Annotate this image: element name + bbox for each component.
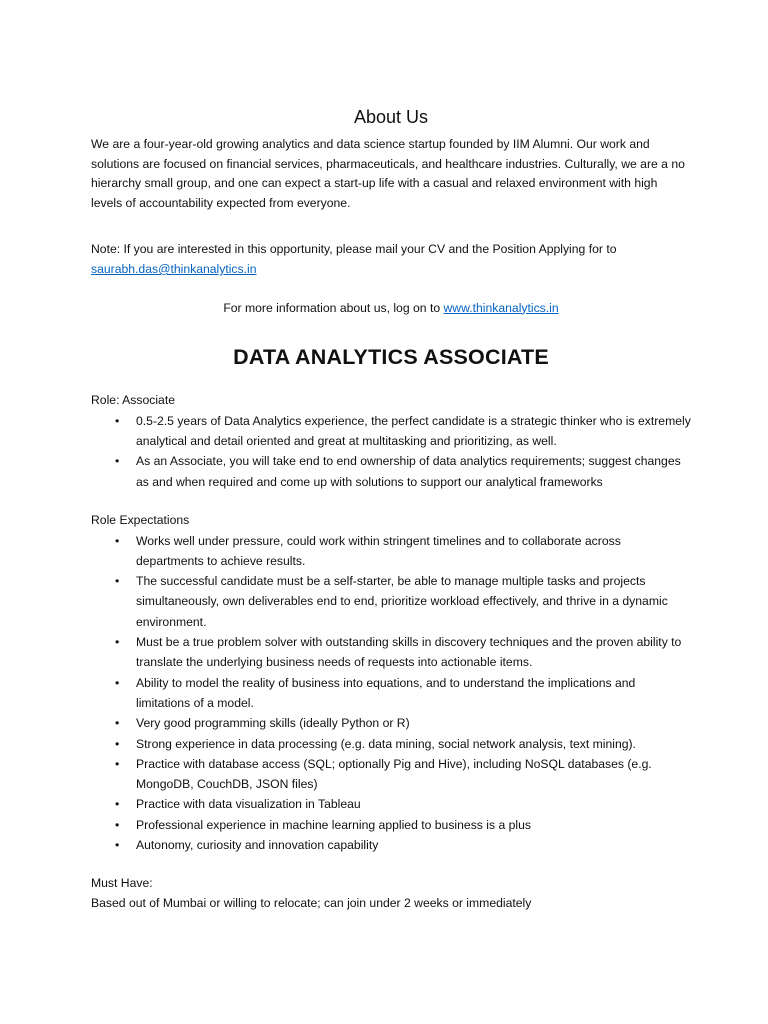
list-item: • Practice with database access (SQL; optionally Pig and Hive), including NoSQL databases (e.g. MongoDB, CouchDB, JSON files) <box>91 754 691 795</box>
about-us-paragraph: We are a four-year-old growing analytics and data science startup founded by IIM Alumni. Our work and solutions are focused on financial services, pharmaceuticals, and healthcare industries. Culturally, we are a no hierarchy small group, and one can expect a start-up life with a casual and relaxed environment with high levels of accountability expected from everyone. <box>91 137 685 210</box>
bullet-icon: • <box>115 574 120 589</box>
list-item: • Very good programming skills (ideally Python or R) <box>91 713 691 733</box>
list-item: • 0.5-2.5 years of Data Analytics experience, the perfect candidate is a strategic thinker who is extremely analytical and detail oriented and great at multitasking and prioritizing, as well. <box>91 411 691 452</box>
list-item: • Professional experience in machine learning applied to business is a plus <box>91 815 691 835</box>
spacer <box>91 492 691 511</box>
expectations-list <box>91 531 691 856</box>
about-us-heading: About Us <box>353 107 429 127</box>
list-item: • The successful candidate must be a self-starter, be able to manage multiple tasks and projects simultaneously, own deliverables end to end, prioritize workload effectively, and thrive in a dynamic environment. <box>91 571 691 632</box>
must-have-label: Must Have: <box>91 876 153 891</box>
spacer <box>91 855 691 874</box>
bullet-icon: • <box>115 454 120 469</box>
list-item: • Practice with data visualization in Tableau <box>91 794 691 814</box>
list-item: • Ability to model the reality of business into equations, and to understand the implications and limitations of a model. <box>91 673 691 714</box>
spacer <box>91 280 691 299</box>
list-item: • Must be a true problem solver with outstanding skills in discovery techniques and the proven ability to translate the underlying business needs of requests into actionable items. <box>91 632 691 673</box>
info-line <box>91 299 691 319</box>
list-item: • Autonomy, curiosity and innovation capability <box>91 835 691 855</box>
must-have-text: Based out of Mumbai or willing to relocate; can join under 2 weeks or immediately <box>91 895 532 910</box>
email-link[interactable]: saurabh.das@thinkanalytics.in <box>91 261 257 276</box>
bullet-icon: • <box>115 675 120 690</box>
bullet-icon: • <box>115 635 120 650</box>
role-list <box>91 411 691 492</box>
list-item: • As an Associate, you will take end to end ownership of data analytics requirements; suggest changes as and when required and come up with solutions to support our analytical frameworks <box>91 451 691 492</box>
note-paragraph <box>91 240 691 279</box>
bullet-icon: • <box>115 716 120 731</box>
website-link[interactable]: www.thinkanalytics.in <box>443 300 559 315</box>
bullet-icon: • <box>115 533 120 548</box>
spacer <box>91 232 691 240</box>
job-title-heading: DATA ANALYTICS ASSOCIATE <box>233 345 549 370</box>
note-text: Note: If you are interested in this opportunity, please mail your CV and the Position Applying for to <box>91 242 617 257</box>
list-item: • Works well under pressure, could work within stringent timelines and to collaborate across departments to achieve results. <box>91 531 691 572</box>
document-page <box>91 104 691 913</box>
spacer <box>91 213 691 232</box>
role-expectations-label: Role Expectations <box>91 512 190 527</box>
list-item: • Strong experience in data processing (e.g. data mining, social network analysis, text mining). <box>91 734 691 754</box>
bullet-icon: • <box>115 797 120 812</box>
bullet-icon: • <box>115 817 120 832</box>
info-text: For more information about us, log on to <box>223 300 441 315</box>
role-label: Role: Associate <box>91 393 176 408</box>
bullet-icon: • <box>115 837 120 852</box>
bullet-icon: • <box>115 413 120 428</box>
bullet-icon: • <box>115 756 120 771</box>
bullet-icon: • <box>115 736 120 751</box>
